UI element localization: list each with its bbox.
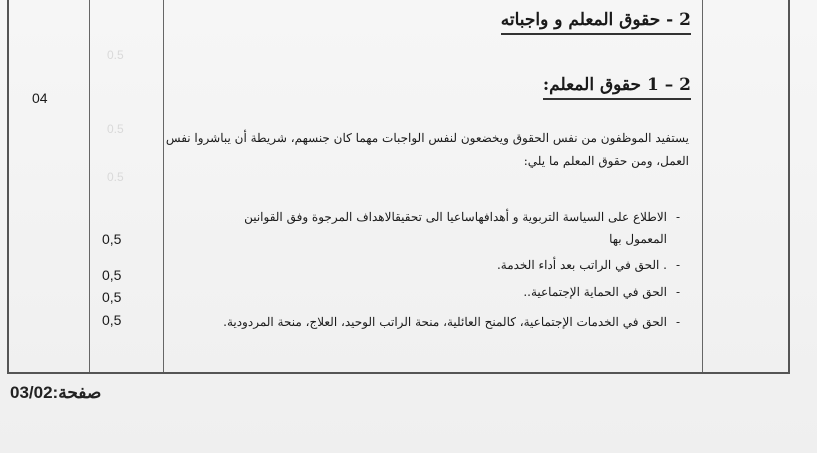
list-item-text: الاطلاع على السياسة التربوية و أهدافهاساعيا الى تحقيقالاهداف المرجوة وفق القوانين xyxy=(244,210,667,224)
list-item xyxy=(497,254,689,276)
list-item xyxy=(244,206,689,228)
list-item-text: الحق في الحماية الإجتماعية.. xyxy=(523,285,667,299)
subsection-heading: 2 – 1 حقوق المعلم: xyxy=(543,75,691,100)
bleed-mark: 0.5 xyxy=(107,48,124,62)
page-number: صفحة:03/02 xyxy=(10,383,102,402)
item-score: 0,5 xyxy=(102,289,122,305)
list-item-continuation: المعمول بها xyxy=(609,232,667,246)
item-score: 0,5 xyxy=(102,231,122,247)
bullet-dash: - xyxy=(675,315,681,329)
list-item-text: . الحق في الراتب بعد أداء الخدمة. xyxy=(496,258,667,272)
column-divider xyxy=(702,0,703,372)
list-item xyxy=(523,281,689,303)
list-item-text: الحق في الخدمات الإجتماعية، كالمنح العائلية، منحة الراتب الوحيد، العلاج، منحة المردودية. xyxy=(223,315,667,329)
bleed-mark: 0.5 xyxy=(107,170,124,184)
bleed-mark: 0.5 xyxy=(107,122,124,136)
bullet-dash: - xyxy=(675,285,681,299)
intro-paragraph: يستفيد الموظفون من نفس الحقوق ويخضعون لنفس الواجبات مهما كان جنسهم، شريطة أن يباشروا نفس العمل، ومن حقوق المعلم ما يلي: xyxy=(165,131,689,168)
bullet-dash: - xyxy=(675,258,681,272)
bullet-dash: - xyxy=(675,210,681,224)
column-divider xyxy=(163,0,164,372)
column-divider xyxy=(89,0,90,372)
item-score: 0,5 xyxy=(102,267,122,283)
list-item xyxy=(223,311,689,333)
section-score: 04 xyxy=(32,90,48,106)
section-heading: 2 - حقوق المعلم و واجباته xyxy=(501,10,691,35)
item-score: 0,5 xyxy=(102,312,122,328)
